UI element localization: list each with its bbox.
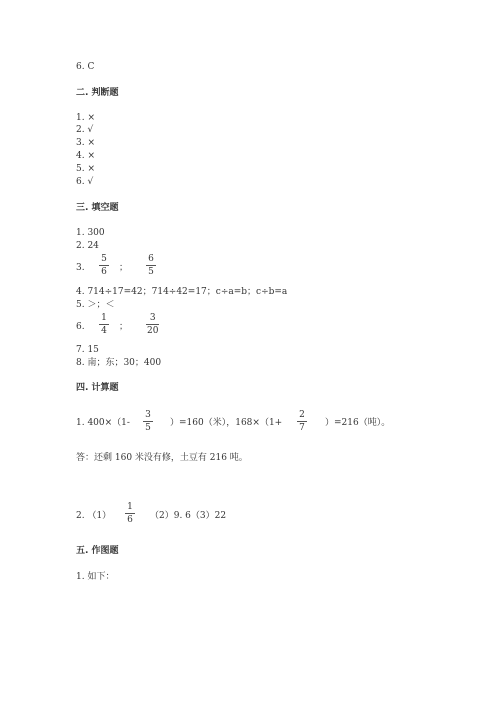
calc-answer-2-part-b: （2）9. 6（3）22 — [150, 511, 227, 521]
fraction-numerator: 6 — [148, 254, 154, 264]
calc-answer-1-part-c: ）=216（吨）。 — [325, 418, 391, 428]
fill-answer-1: 1. 300 — [76, 228, 105, 238]
fill-answer-3-separator: ； — [119, 263, 129, 273]
fill-answer-2: 2. 24 — [76, 241, 99, 251]
fraction-denominator: 6 — [127, 515, 133, 525]
fraction-denominator: 20 — [147, 326, 159, 336]
judgement-answer-4: 4. × — [76, 151, 95, 161]
calc-answer-1-conclusion: 答：还剩 160 米没有修，土豆有 216 吨。 — [76, 453, 248, 463]
judgement-answer-1: 1. × — [76, 113, 95, 123]
drawing-answer-1: 1. 如下： — [76, 572, 115, 582]
calc-answer-2-part-a: 2. （1） — [76, 511, 112, 521]
fill-answer-7: 7. 15 — [76, 345, 99, 355]
fraction-3-5 — [143, 410, 153, 433]
calc-answer-1-part-b: ）=160（米），168×（1+ — [170, 418, 283, 428]
fill-answer-4: 4. 714÷17=42；714÷42=17；c÷a=b；c÷b=a — [76, 287, 288, 297]
section-heading-drawing: 五. 作图题 — [76, 546, 119, 556]
fill-answer-6-separator: ； — [119, 322, 129, 332]
fraction-denominator: 6 — [101, 267, 107, 277]
fraction-6-5 — [146, 254, 156, 277]
fraction-numerator: 5 — [101, 254, 107, 264]
fraction-denominator: 7 — [299, 423, 305, 433]
fraction-2-7 — [297, 410, 307, 433]
answer-line-6c: 6. C — [76, 62, 95, 72]
fraction-numerator: 1 — [127, 502, 133, 512]
fill-answer-8: 8. 南；东；30；400 — [76, 358, 162, 368]
fraction-denominator: 4 — [101, 326, 107, 336]
section-heading-fill-blank: 三. 填空题 — [76, 203, 119, 213]
section-heading-calculation: 四. 计算题 — [76, 383, 119, 393]
fraction-numerator: 3 — [149, 313, 156, 323]
fill-answer-6-prefix: 6. — [76, 322, 85, 332]
calc-answer-1-part-a: 1. 400×（1- — [76, 418, 130, 428]
fraction-1-4 — [99, 313, 109, 336]
fraction-denominator: 5 — [145, 423, 151, 433]
judgement-answer-2: 2. √ — [76, 125, 94, 135]
fraction-numerator: 1 — [101, 313, 107, 323]
fraction-numerator: 3 — [145, 410, 151, 420]
judgement-answer-6: 6. √ — [76, 177, 94, 187]
fraction-denominator: 5 — [148, 267, 154, 277]
fraction-1-6 — [125, 502, 135, 525]
fill-answer-3-prefix: 3. — [76, 263, 85, 273]
fraction-3-20 — [146, 313, 159, 336]
judgement-answer-5: 5. × — [76, 164, 95, 174]
section-heading-judgement: 二. 判断题 — [76, 88, 119, 98]
fill-answer-5: 5. ＞；＜ — [76, 300, 115, 310]
fraction-numerator: 2 — [299, 410, 305, 420]
fraction-5-6 — [99, 254, 109, 277]
judgement-answer-3: 3. × — [76, 138, 95, 148]
